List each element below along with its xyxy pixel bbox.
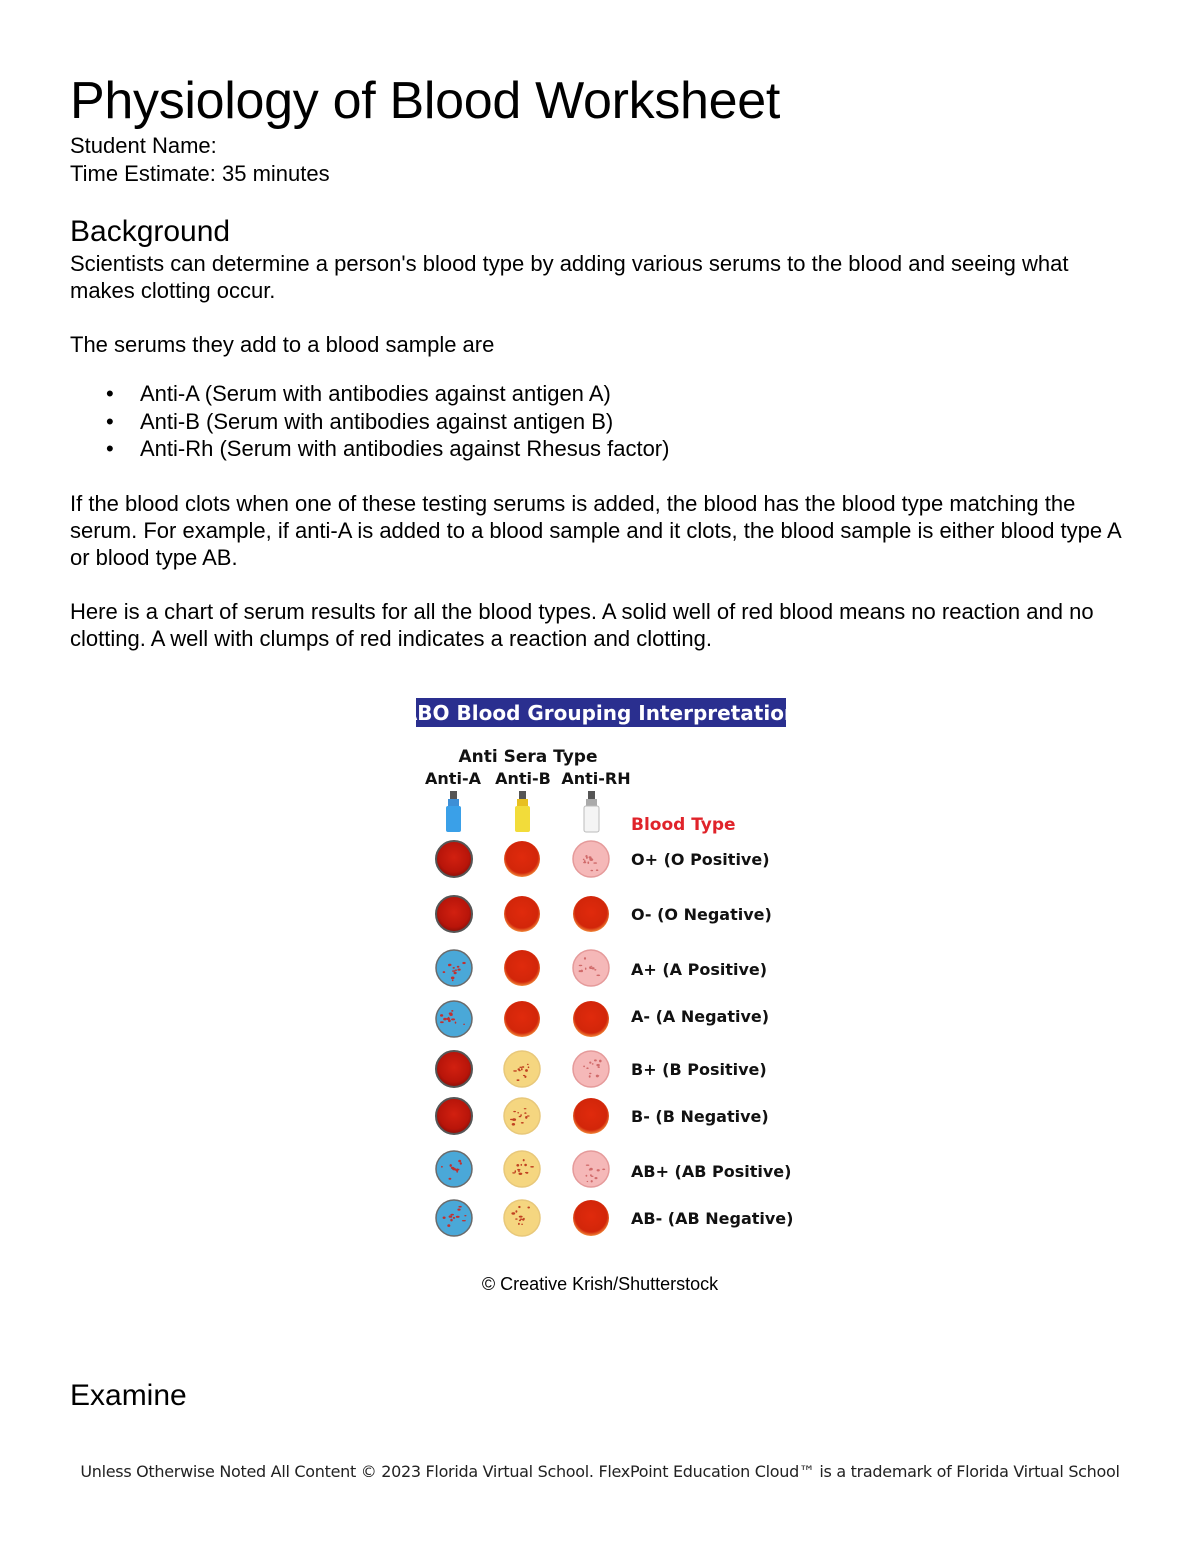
clot-speck — [592, 1063, 594, 1065]
clot-speck — [449, 1178, 452, 1180]
well-yellow-icon — [504, 1098, 540, 1134]
clot-speck — [518, 1070, 521, 1071]
clot-speck — [595, 1177, 598, 1179]
clot-speck — [450, 1219, 452, 1222]
bullet-icon: • — [106, 408, 114, 434]
clot-speck — [516, 1164, 519, 1167]
clot-speck — [463, 1024, 465, 1025]
clot-speck — [523, 1218, 525, 1220]
well-yellow-icon — [504, 1200, 540, 1236]
clot-speck — [527, 1207, 530, 1209]
clot-speck — [524, 1076, 526, 1078]
clot-speck — [584, 957, 586, 960]
student-name-label: Student Name: — [70, 133, 217, 158]
clot-speck — [453, 967, 455, 969]
examine-heading: Examine — [70, 1379, 187, 1412]
clot-speck — [591, 1180, 593, 1182]
clot-speck — [448, 964, 450, 967]
clot-speck — [451, 1018, 455, 1020]
clot-speck — [458, 1160, 461, 1163]
clot-speck — [464, 1215, 466, 1216]
clot-speck — [597, 1169, 600, 1171]
well-pink-icon — [573, 1051, 609, 1087]
clot-speck — [590, 1174, 592, 1176]
clot-speck — [519, 1116, 522, 1118]
well-solid-icon — [504, 841, 540, 877]
well-solid-icon — [573, 1200, 609, 1236]
clot-speck — [440, 1014, 443, 1017]
well-yellow-icon — [504, 1151, 540, 1187]
clot-speck — [441, 1166, 443, 1168]
well-solid-icon — [436, 1098, 472, 1134]
clot-speck — [446, 1018, 450, 1020]
clot-speck — [515, 1218, 518, 1219]
clot-speck — [589, 1062, 591, 1064]
clot-speck — [453, 1217, 455, 1219]
clot-speck — [443, 1217, 446, 1219]
dropper-anti-a-icon — [446, 791, 461, 832]
clot-speck — [587, 861, 589, 864]
clot-speck — [594, 1059, 597, 1061]
clot-speck — [440, 1021, 444, 1023]
clot-speck — [458, 1206, 461, 1208]
clot-speck — [522, 1066, 524, 1068]
clot-speck — [519, 1173, 523, 1175]
clot-speck — [517, 1079, 520, 1081]
dropper-anti-rh-icon — [584, 791, 599, 832]
clot-speck — [530, 1166, 534, 1168]
clot-speck — [456, 1216, 460, 1218]
clot-speck — [525, 1116, 527, 1119]
well-solid-icon — [504, 896, 540, 932]
clot-speck — [511, 1212, 515, 1214]
well-solid-icon — [573, 1098, 609, 1134]
blood-type-heading: Blood Type — [631, 815, 736, 835]
clot-speck — [602, 1169, 605, 1171]
image-credit: © Creative Krish/Shutterstock — [481, 1274, 719, 1294]
clot-speck — [579, 965, 583, 966]
clot-speck — [521, 1068, 523, 1070]
clot-speck — [590, 1168, 592, 1169]
clot-speck — [589, 856, 592, 858]
clot-speck — [598, 1066, 600, 1068]
clot-speck — [451, 1167, 454, 1169]
clot-speck — [524, 1164, 527, 1166]
well-solid-icon — [504, 1001, 540, 1037]
clot-speck — [450, 1164, 452, 1167]
clot-speck — [596, 975, 600, 977]
clot-speck — [585, 968, 587, 970]
clot-speck — [586, 1175, 588, 1177]
clot-speck — [512, 1172, 515, 1173]
clot-speck — [525, 1069, 528, 1072]
clot-speck — [449, 1215, 453, 1217]
clot-speck — [527, 1064, 529, 1065]
clot-speck — [596, 1064, 599, 1066]
clot-speck — [512, 1123, 515, 1126]
clot-speck — [460, 1162, 462, 1164]
clot-speck — [447, 1224, 450, 1227]
clot-speck — [454, 972, 457, 974]
clot-speck — [583, 1066, 585, 1068]
clot-speck — [451, 1010, 453, 1012]
clot-speck — [449, 1014, 452, 1016]
time-estimate: Time Estimate: 35 minutes — [70, 161, 330, 186]
wells-grid — [436, 841, 609, 1236]
clot-speck — [520, 1114, 522, 1116]
row-label-b-pos: B+ (B Positive) — [631, 1060, 767, 1079]
clot-speck — [518, 1223, 520, 1225]
clot-speck — [450, 1214, 454, 1216]
clot-speck — [581, 970, 583, 973]
clot-speck — [462, 962, 465, 964]
background-para-2: The serums they add to a blood sample are — [70, 332, 495, 357]
clot-speck — [589, 1075, 591, 1077]
clot-speck — [524, 1108, 527, 1109]
background-para-1: Scientists can determine a person's blood type by adding various serums to the blood and seeing what makes clotting occur. — [70, 251, 1069, 303]
clot-speck — [586, 857, 588, 859]
clot-speck — [515, 1210, 517, 1212]
background-para-3: If the blood clots when one of these testing serums is added, the blood has the blood type matching the serum. For example, if anti-A is added to a blood sample and it clots, the blood sample is either blood type A or blood type AB. — [70, 490, 1121, 570]
row-label-o-neg: O- (O Negative) — [631, 905, 772, 924]
clot-speck — [586, 1067, 588, 1069]
clot-speck — [517, 1112, 519, 1113]
serum-item-text: Anti-A (Serum with antibodies against antigen A) — [140, 381, 611, 406]
dropper-anti-b-icon — [515, 791, 530, 832]
clot-speck — [594, 969, 596, 971]
row-label-a-pos: A+ (A Positive) — [631, 960, 768, 979]
background-heading: Background — [70, 215, 231, 248]
clot-speck — [523, 1159, 525, 1161]
clot-speck — [519, 1216, 523, 1218]
clot-speck — [527, 1115, 530, 1116]
anti-sera-heading: Anti Sera Type — [458, 747, 598, 767]
row-label-o-pos: O+ (O Positive) — [631, 850, 770, 869]
row-label-ab-neg: AB- (AB Negative) — [631, 1209, 794, 1228]
clot-speck — [589, 1073, 591, 1074]
clot-speck — [593, 862, 597, 864]
clot-speck — [443, 1018, 446, 1021]
clot-speck — [596, 1075, 599, 1078]
clot-speck — [587, 1181, 589, 1182]
clot-speck — [451, 977, 455, 980]
footer-copyright: Unless Otherwise Noted All Content © 2023 Florida Virtual School. FlexPoint Education Cloud™ is a trademark of Florida Virtual School — [80, 1462, 1120, 1481]
clot-speck — [518, 1068, 521, 1070]
clot-speck — [583, 862, 586, 864]
serum-item-text: Anti-Rh (Serum with antibodies against Rhesus factor) — [140, 436, 670, 461]
well-solid-icon — [504, 950, 540, 986]
bullet-icon: • — [106, 436, 114, 461]
clot-speck — [589, 967, 592, 968]
bullet-icon: • — [106, 381, 114, 406]
row-label-b-neg: B- (B Negative) — [631, 1107, 769, 1126]
clot-speck — [452, 980, 454, 982]
clot-speck — [521, 1164, 523, 1166]
clot-speck — [455, 1169, 457, 1171]
clot-speck — [457, 966, 460, 968]
clot-speck — [452, 970, 455, 971]
clot-speck — [456, 1171, 458, 1173]
clot-speck — [457, 1209, 460, 1211]
clot-speck — [590, 870, 593, 872]
well-solid-icon — [436, 1051, 472, 1087]
clot-speck — [519, 1220, 521, 1221]
clot-speck — [525, 1172, 528, 1173]
clot-speck — [583, 859, 585, 861]
clot-speck — [528, 1066, 530, 1068]
clot-speck — [443, 971, 446, 973]
clot-speck — [455, 1022, 457, 1024]
chart-banner-text: ABO Blood Grouping Interpretation — [401, 701, 799, 725]
clot-speck — [521, 1224, 523, 1225]
clot-speck — [586, 1165, 590, 1166]
clot-speck — [513, 1111, 516, 1112]
column-label-anti-a: Anti-A — [425, 769, 481, 788]
clot-speck — [520, 1219, 523, 1220]
well-solid-icon — [436, 896, 472, 932]
clot-speck — [518, 1206, 520, 1208]
row-label-ab-pos: AB+ (AB Positive) — [631, 1162, 792, 1181]
page-title: Physiology of Blood Worksheet — [70, 72, 781, 130]
clot-speck — [518, 1170, 520, 1172]
clot-speck — [596, 869, 599, 871]
well-solid-icon — [436, 841, 472, 877]
serum-item-text: Anti-B (Serum with antibodies against antigen B) — [140, 408, 614, 434]
clot-speck — [599, 1060, 602, 1063]
clot-speck — [458, 969, 461, 971]
clot-speck — [524, 1112, 526, 1114]
well-solid-icon — [573, 896, 609, 932]
row-label-a-neg: A- (A Negative) — [631, 1007, 770, 1026]
clot-speck — [512, 1118, 516, 1121]
clot-speck — [462, 1220, 466, 1221]
column-label-anti-b: Anti-B — [495, 769, 551, 788]
clot-speck — [513, 1070, 517, 1071]
clot-speck — [589, 858, 593, 861]
well-solid-icon — [573, 1001, 609, 1037]
column-label-anti-rh: Anti-RH — [561, 769, 631, 788]
background-para-4: Here is a chart of serum results for all the blood types. A solid well of red blood means no reaction and no clotting. A well with clumps of red indicates a reaction and clotting. — [70, 598, 1094, 651]
clot-speck — [521, 1122, 524, 1124]
